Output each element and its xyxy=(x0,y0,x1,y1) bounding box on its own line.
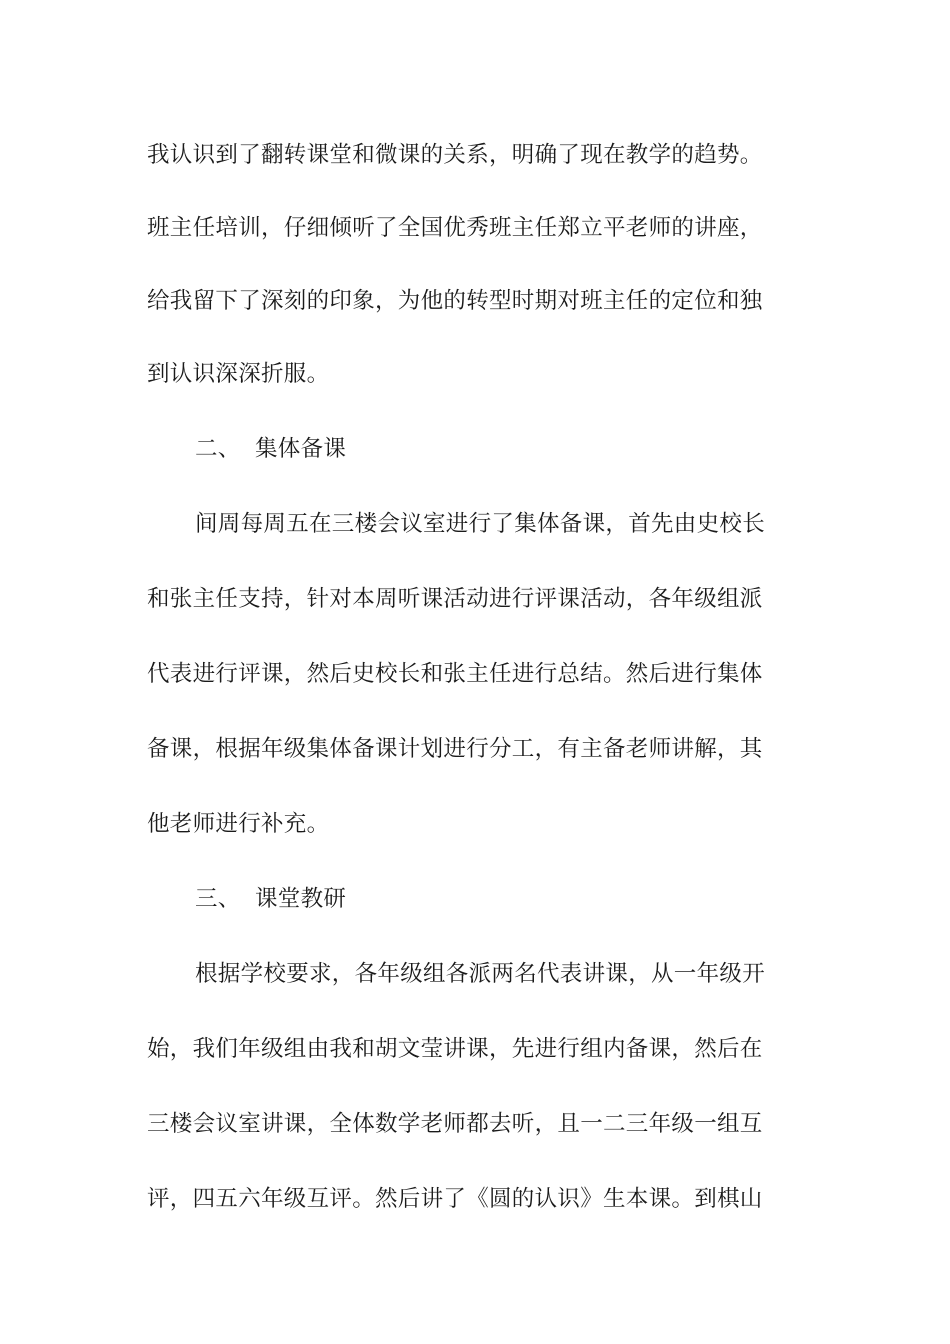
paragraph-line: 他老师进行补充。 xyxy=(147,811,330,837)
paragraph-line: 代表进行评课，然后史校长和张主任进行总结。然后进行集体 xyxy=(147,661,763,687)
section-heading-3 xyxy=(195,884,855,914)
section-number: 二、 xyxy=(195,436,241,462)
paragraph-line: 三楼会议室讲课，全体数学老师都去听，且一二三年级一组互 xyxy=(147,1111,763,1137)
paragraph-line: 和张主任支持，针对本周听课活动进行评课活动，各年级组派 xyxy=(147,586,763,612)
paragraph-line: 备课，根据年级集体备课计划进行分工，有主备老师讲解，其 xyxy=(147,736,763,762)
paragraph-line: 始，我们年级组由我和胡文莹讲课，先进行组内备课，然后在 xyxy=(147,1036,763,1062)
paragraph-line: 给我留下了深刻的印象，为他的转型时期对班主任的定位和独 xyxy=(147,288,763,314)
paragraph-line: 间周每周五在三楼会议室进行了集体备课，首先由史校长 xyxy=(195,511,766,537)
section-title: 课堂教研 xyxy=(255,886,347,912)
paragraph-line: 根据学校要求，各年级组各派两名代表讲课，从一年级开 xyxy=(195,961,766,987)
paragraph-line: 班主任培训，仔细倾听了全国优秀班主任郑立平老师的讲座， xyxy=(147,215,763,241)
paragraph-line: 到认识深深折服。 xyxy=(147,361,330,387)
section-number: 三、 xyxy=(195,886,241,912)
paragraph-line: 我认识到了翻转课堂和微课的关系，明确了现在教学的趋势。 xyxy=(147,142,763,168)
paragraph-line: 评，四五六年级互评。然后讲了《圆的认识》生本课。到棋山 xyxy=(147,1186,763,1212)
section-title: 集体备课 xyxy=(255,436,347,462)
section-heading-2 xyxy=(195,434,855,464)
